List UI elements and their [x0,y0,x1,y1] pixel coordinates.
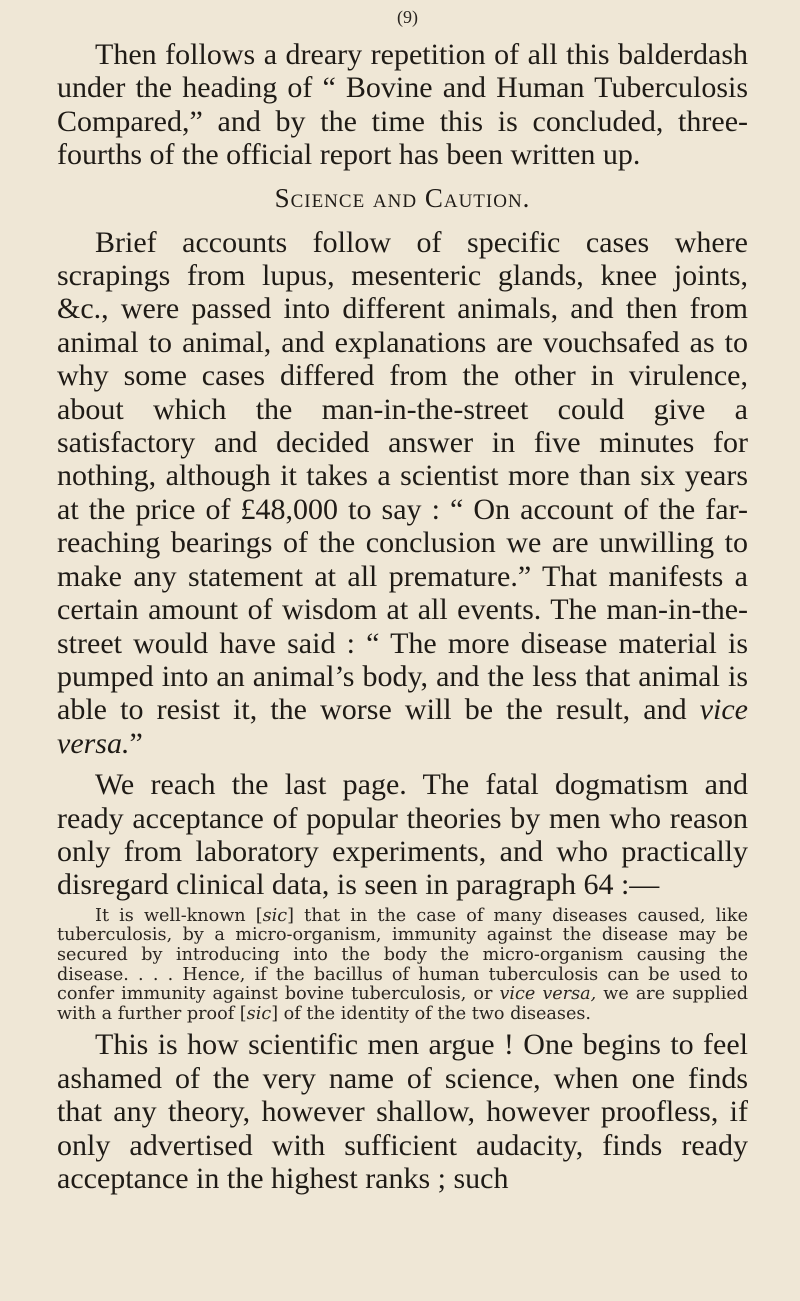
section-heading: Science and Caution. [274,182,531,213]
quote-text-a: It is well-known [ [95,905,263,926]
quote-text-b: ] that in the case of many diseases caused, like tuberculosis, by a micro-organism, immunity against the disease may be secured by introducing into the body the micro-organism causing the disease. . . . Hence, if the bacillus of human tuberculosis can be used to confer immunity against bovine tuberculosis, or [57,905,748,1005]
quote-sic-1: sic [262,905,288,926]
paragraph-2-text: Brief accounts follow of specific cases where scrapings from lupus, mesenteric glands, knee joints, &c., were passed into different animals, and then from animal to animal, and explanations are vouchsafed as to why some cases differed from the other in virulence, about which the man-in-the-street could give a satisfactory and decided answer in five minutes for nothing, although it takes a scientist more than six years at the price of £48,000 to say : “ On account of the far-reaching bearings of the conclusion we are unwilling to make any statement at all premature.” That manifests a certain amount of wisdom at all events. The man-in-the-street would have said : “ The more disease material is pumped into an animal’s body, and the less that animal is able to resist it, the worse will be the result, and [57,225,748,727]
quote-italic: vice versa, [499,984,597,1005]
page-number: (9) [397,7,418,27]
paragraph-1: Then follows a dreary repetition of all this balderdash under the heading of “ Bovine and Human Tuberculosis Compared,” and by the time this is concluded, three-fourths of the official report has been written up. [57,38,748,172]
quote-text-c: we are supplied with a further proof [ [57,984,749,1024]
paragraph-3: We reach the last page. The fatal dogmatism and ready acceptance of popular theories by men who reason only from laboratory experiments, and who practically disregard clinical data, is seen in paragraph 64 :— [57,768,748,902]
paragraph-4: This is how scientific men argue ! One begins to feel ashamed of the very name of science, when one finds that any theory, however shallow, however proofless, if only advertised with sufficient audacity, finds ready acceptance in the highest ranks ; such [57,1028,748,1195]
paragraph-2-italic: vice versa. [57,693,748,760]
paragraph-2 [57,226,748,761]
quote-text-d: ] of the identity of the two diseases. [271,1003,591,1024]
quote-sic-2: sic [246,1003,272,1024]
paragraph-2-close-quote: ” [129,726,143,760]
block-quote [57,907,748,1025]
